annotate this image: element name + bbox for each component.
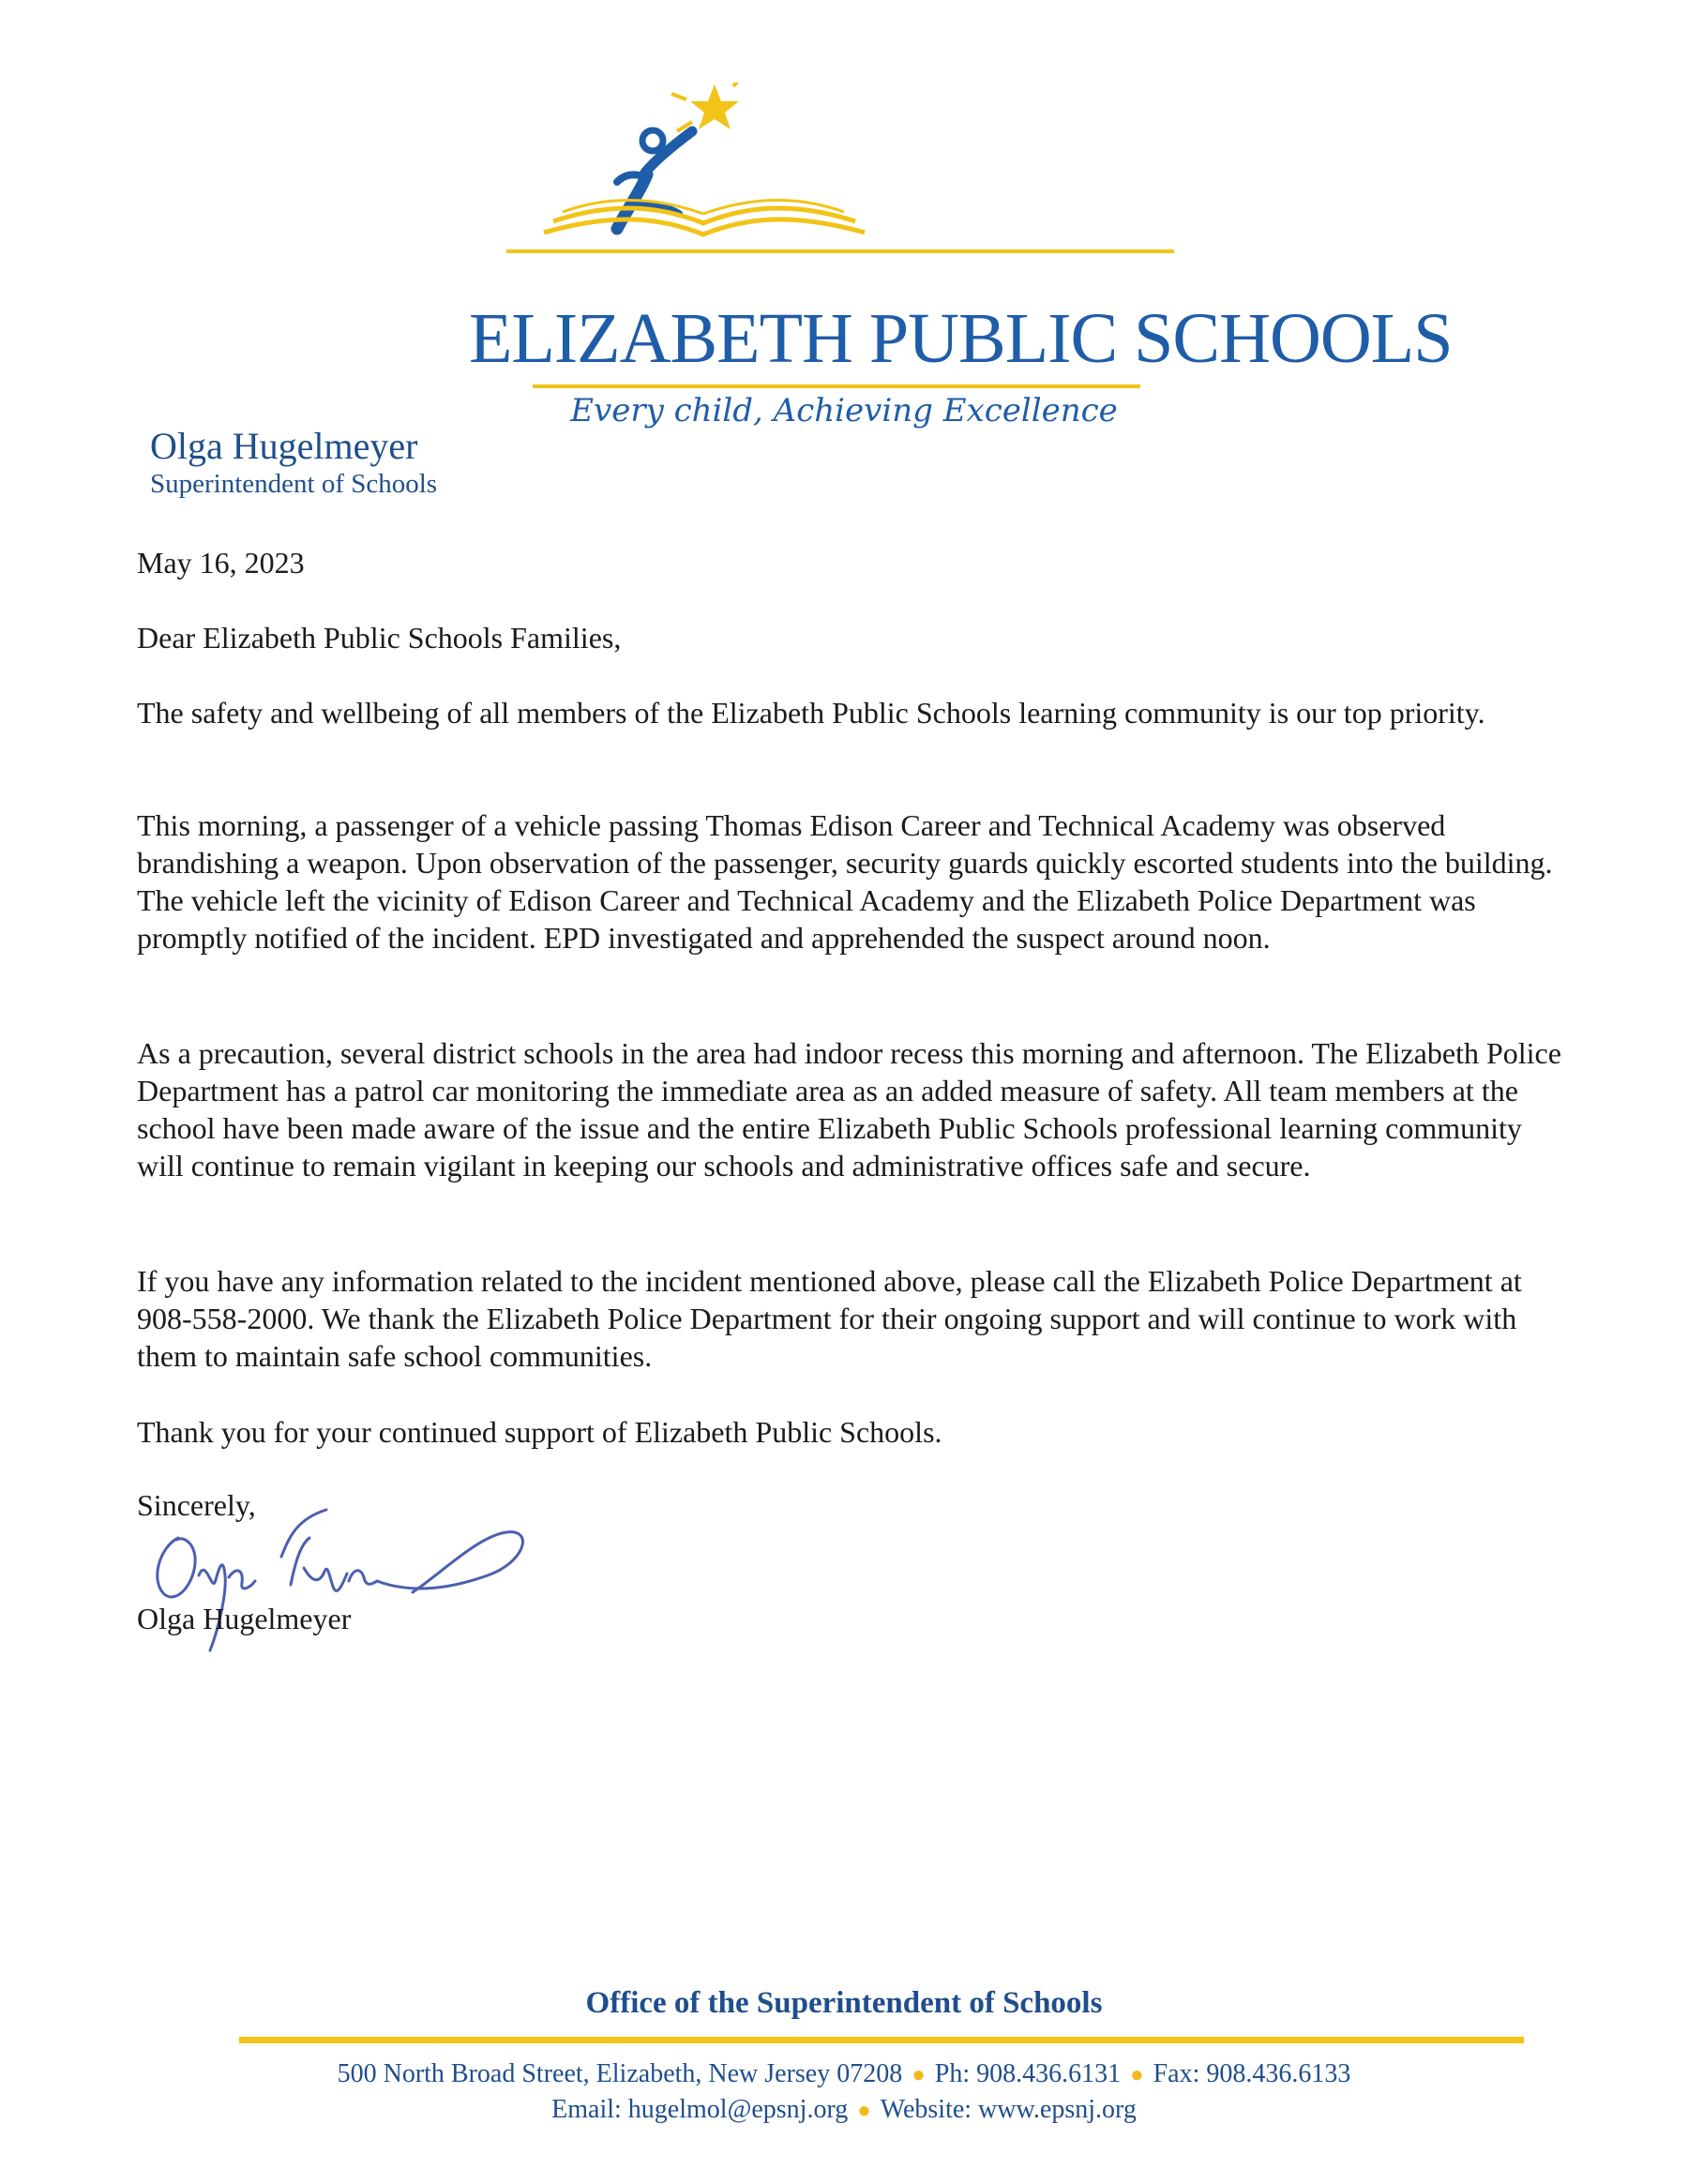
footer-divider: [239, 2037, 1524, 2043]
letter-closing: Sincerely,: [137, 1488, 256, 1522]
letter-paragraph: Thank you for your continued support of Elizabeth Public Schools.: [137, 1415, 942, 1449]
letterhead-logo: [469, 83, 1453, 429]
letter-paragraph: As a precaution, several district schools in the area had indoor recess this morning and afternoon. The Elizabeth Police Department has a patrol car monitoring the immediate area as an added measure of safety. All team members at the school have been made aware of the issue and the entire Elizabeth Public Schools professional learning community will continue to remain vigilant in keeping our schools and administrative offices safe and secure.: [137, 1036, 1561, 1182]
sender-title: Superintendent of Schools: [150, 469, 438, 499]
letter-date: May 16, 2023: [137, 546, 305, 580]
letter-paragraph: This morning, a passenger of a vehicle passing Thomas Edison Career and Technical Academy was observed brandishing a weapon. Upon observation of the passenger, security guards quickly escorted students into the building. The vehicle left the vicinity of Edison Career and Technical Academy and the Elizabeth Police Department was promptly notified of the incident. EPD investigated and apprehended the suspect around noon.: [137, 808, 1553, 955]
footer-web-line: [0, 2095, 1688, 2125]
footer-fax: Fax: 908.436.6133: [1153, 2059, 1351, 2088]
letter-paragraph: If you have any information related to the incident mentioned above, please call the Elizabeth Police Department at 908-558-2000. We thank the Elizabeth Police Department for their ongoing support and will continue to work with them to maintain safe school communities.: [137, 1264, 1522, 1373]
footer-contact-line: [0, 2059, 1688, 2089]
letter-signer-name: Olga Hugelmeyer: [137, 1602, 352, 1635]
organization-name: ELIZABETH PUBLIC SCHOOLS: [469, 299, 1453, 378]
footer-website: Website: www.epsnj.org: [880, 2095, 1137, 2124]
letter-salutation: Dear Elizabeth Public Schools Families,: [137, 621, 622, 655]
letter-paragraph: The safety and wellbeing of all members of the Elizabeth Public Schools learning community is our top priority.: [137, 696, 1485, 730]
logo-divider: [533, 384, 1140, 388]
bullet-separator: ●: [912, 2063, 926, 2087]
footer-office-name: Office of the Superintendent of Schools: [585, 1986, 1103, 2020]
bullet-separator: ●: [857, 2099, 871, 2123]
footer-address: 500 North Broad Street, Elizabeth, New Jersey 07208: [337, 2059, 903, 2088]
footer-email: Email: hugelmol@epsnj.org: [551, 2095, 849, 2124]
bullet-separator: ●: [1130, 2063, 1144, 2087]
organization-tagline: Every child, Achieving Excellence: [570, 392, 1118, 429]
sender-name: Olga Hugelmeyer: [150, 425, 418, 467]
child-reaching-star-over-open-book-icon: [469, 83, 1219, 308]
footer-phone: Ph: 908.436.6131: [934, 2059, 1122, 2088]
